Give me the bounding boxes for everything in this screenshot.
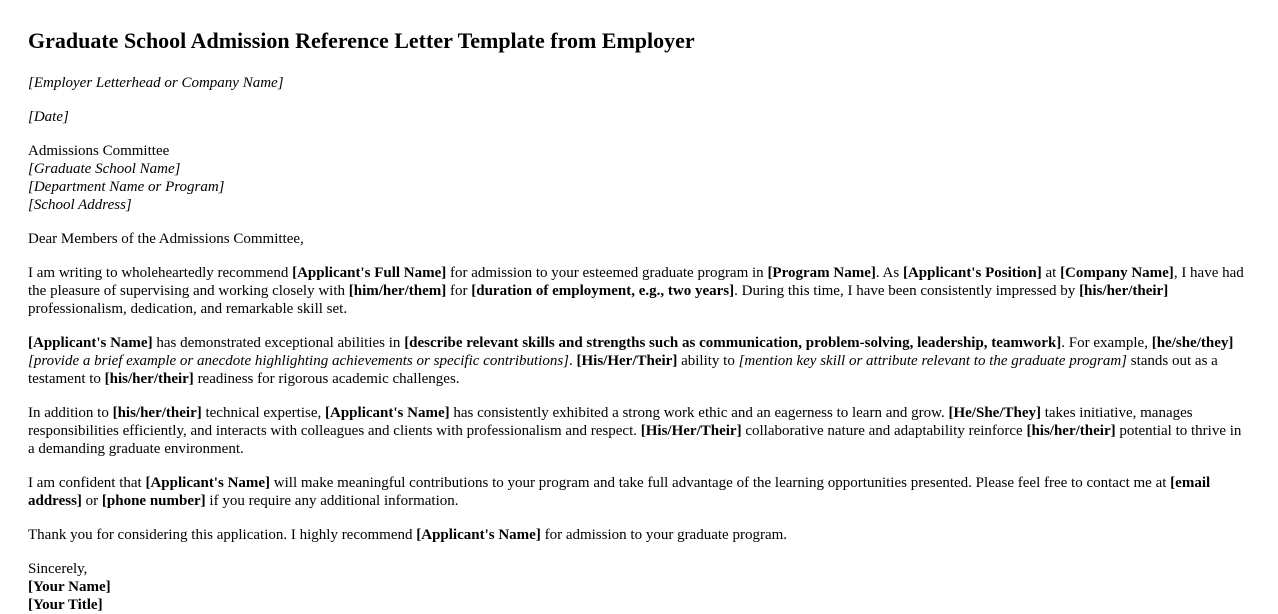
recipient-address-line: [School Address]: [28, 197, 132, 213]
placeholder-applicant-full-name: [Applicant's Full Name]: [292, 265, 447, 281]
salutation: Dear Members of the Admissions Committee,: [28, 231, 304, 247]
signature-block: [28, 560, 1250, 614]
text: .: [569, 353, 577, 369]
text: collaborative nature and adaptability reinforce: [741, 423, 1027, 439]
paragraph-confidence: [28, 474, 1250, 510]
placeholder-skills: [describe relevant skills and strengths such as communication, problem-solving, leadership, teamwork]: [404, 335, 1062, 351]
placeholder-applicant-name: [Applicant's Name]: [416, 527, 541, 543]
placeholder-duration: [duration of employment, e.g., two years]: [471, 283, 735, 299]
placeholder-phone: [phone number]: [101, 493, 206, 509]
text: stands out as a testament to: [28, 353, 1218, 387]
letterhead: [Employer Letterhead or Company Name]: [28, 75, 284, 91]
text: has demonstrated exceptional abilities in: [152, 335, 405, 351]
placeholder-applicant-name: [Applicant's Name]: [145, 475, 271, 491]
text: at: [1041, 265, 1061, 281]
text: . During this time, I have been consistently impressed by: [734, 283, 1080, 299]
paragraph-intro: [28, 264, 1250, 318]
paragraph-skills: [28, 334, 1250, 388]
text: I am writing to wholeheartedly recommend: [28, 265, 293, 281]
text: I am confident that: [28, 475, 146, 491]
text: or: [81, 493, 102, 509]
placeholder-program-name: [Program Name]: [767, 265, 876, 281]
paragraph-work-ethic: [28, 404, 1250, 458]
recipient-school: [Graduate School Name]: [28, 161, 181, 177]
letter-date: [Date]: [28, 109, 69, 125]
placeholder-example: [provide a brief example or anecdote highlighting achievements or specific contributions]: [28, 353, 570, 369]
text: takes initiative, manages responsibilities efficiently, and interacts with colleagues and clients with professionalism and respect.: [28, 405, 1193, 439]
text: technical expertise,: [201, 405, 326, 421]
placeholder-pronoun: [his/her/their]: [104, 371, 194, 387]
text: potential to thrive in a demanding graduate environment.: [28, 423, 1242, 457]
text: readiness for rigorous academic challenges.: [193, 371, 460, 387]
placeholder-pronoun: [his/her/their]: [1079, 283, 1169, 299]
text: will make meaningful contributions to your program and take full advantage of the learning opportunities presented. Please feel free to contact me at: [270, 475, 1171, 491]
text: if you require any additional information.: [205, 493, 459, 509]
placeholder-pronoun: [His/Her/Their]: [640, 423, 742, 439]
text: Thank you for considering this application. I highly recommend: [28, 527, 417, 543]
text: has consistently exhibited a strong work ethic and an eagerness to learn and grow.: [449, 405, 949, 421]
recipient-department: [Department Name or Program]: [28, 179, 225, 195]
text: for admission to your graduate program.: [540, 527, 788, 543]
placeholder-pronoun: [his/her/their]: [112, 405, 202, 421]
placeholder-applicant-name: [Applicant's Name]: [325, 405, 450, 421]
placeholder-applicant-name: [Applicant's Name]: [28, 335, 153, 351]
placeholder-key-skill: [mention key skill or attribute relevant to the graduate program]: [738, 353, 1127, 369]
text: for admission to your esteemed graduate program in: [446, 265, 768, 281]
placeholder-pronoun: [he/she/they]: [1151, 335, 1234, 351]
closing: Sincerely,: [28, 561, 88, 577]
placeholder-email: [email address]: [28, 475, 1211, 509]
placeholder-pronoun: [his/her/their]: [1026, 423, 1116, 439]
signature-name: [Your Name]: [28, 579, 111, 595]
paragraph-thanks: [28, 526, 1250, 544]
placeholder-pronoun: [him/her/them]: [348, 283, 447, 299]
text: . For example,: [1061, 335, 1152, 351]
text: , I have had the pleasure of supervising and working closely with: [28, 265, 1244, 299]
signature-title: [Your Title]: [28, 597, 103, 613]
placeholder-pronoun: [He/She/They]: [948, 405, 1041, 421]
text: . As: [875, 265, 903, 281]
text: professionalism, dedication, and remarkable skill set.: [28, 301, 348, 317]
page-title: Graduate School Admission Reference Letter Template from Employer: [28, 28, 695, 53]
recipient-address: [28, 142, 1250, 214]
recipient-committee: Admissions Committee: [28, 143, 170, 159]
placeholder-pronoun: [His/Her/Their]: [576, 353, 678, 369]
text: ability to: [677, 353, 739, 369]
placeholder-applicant-position: [Applicant's Position]: [902, 265, 1042, 281]
text: In addition to: [28, 405, 113, 421]
placeholder-company-name: [Company Name]: [1060, 265, 1174, 281]
text: for: [446, 283, 472, 299]
